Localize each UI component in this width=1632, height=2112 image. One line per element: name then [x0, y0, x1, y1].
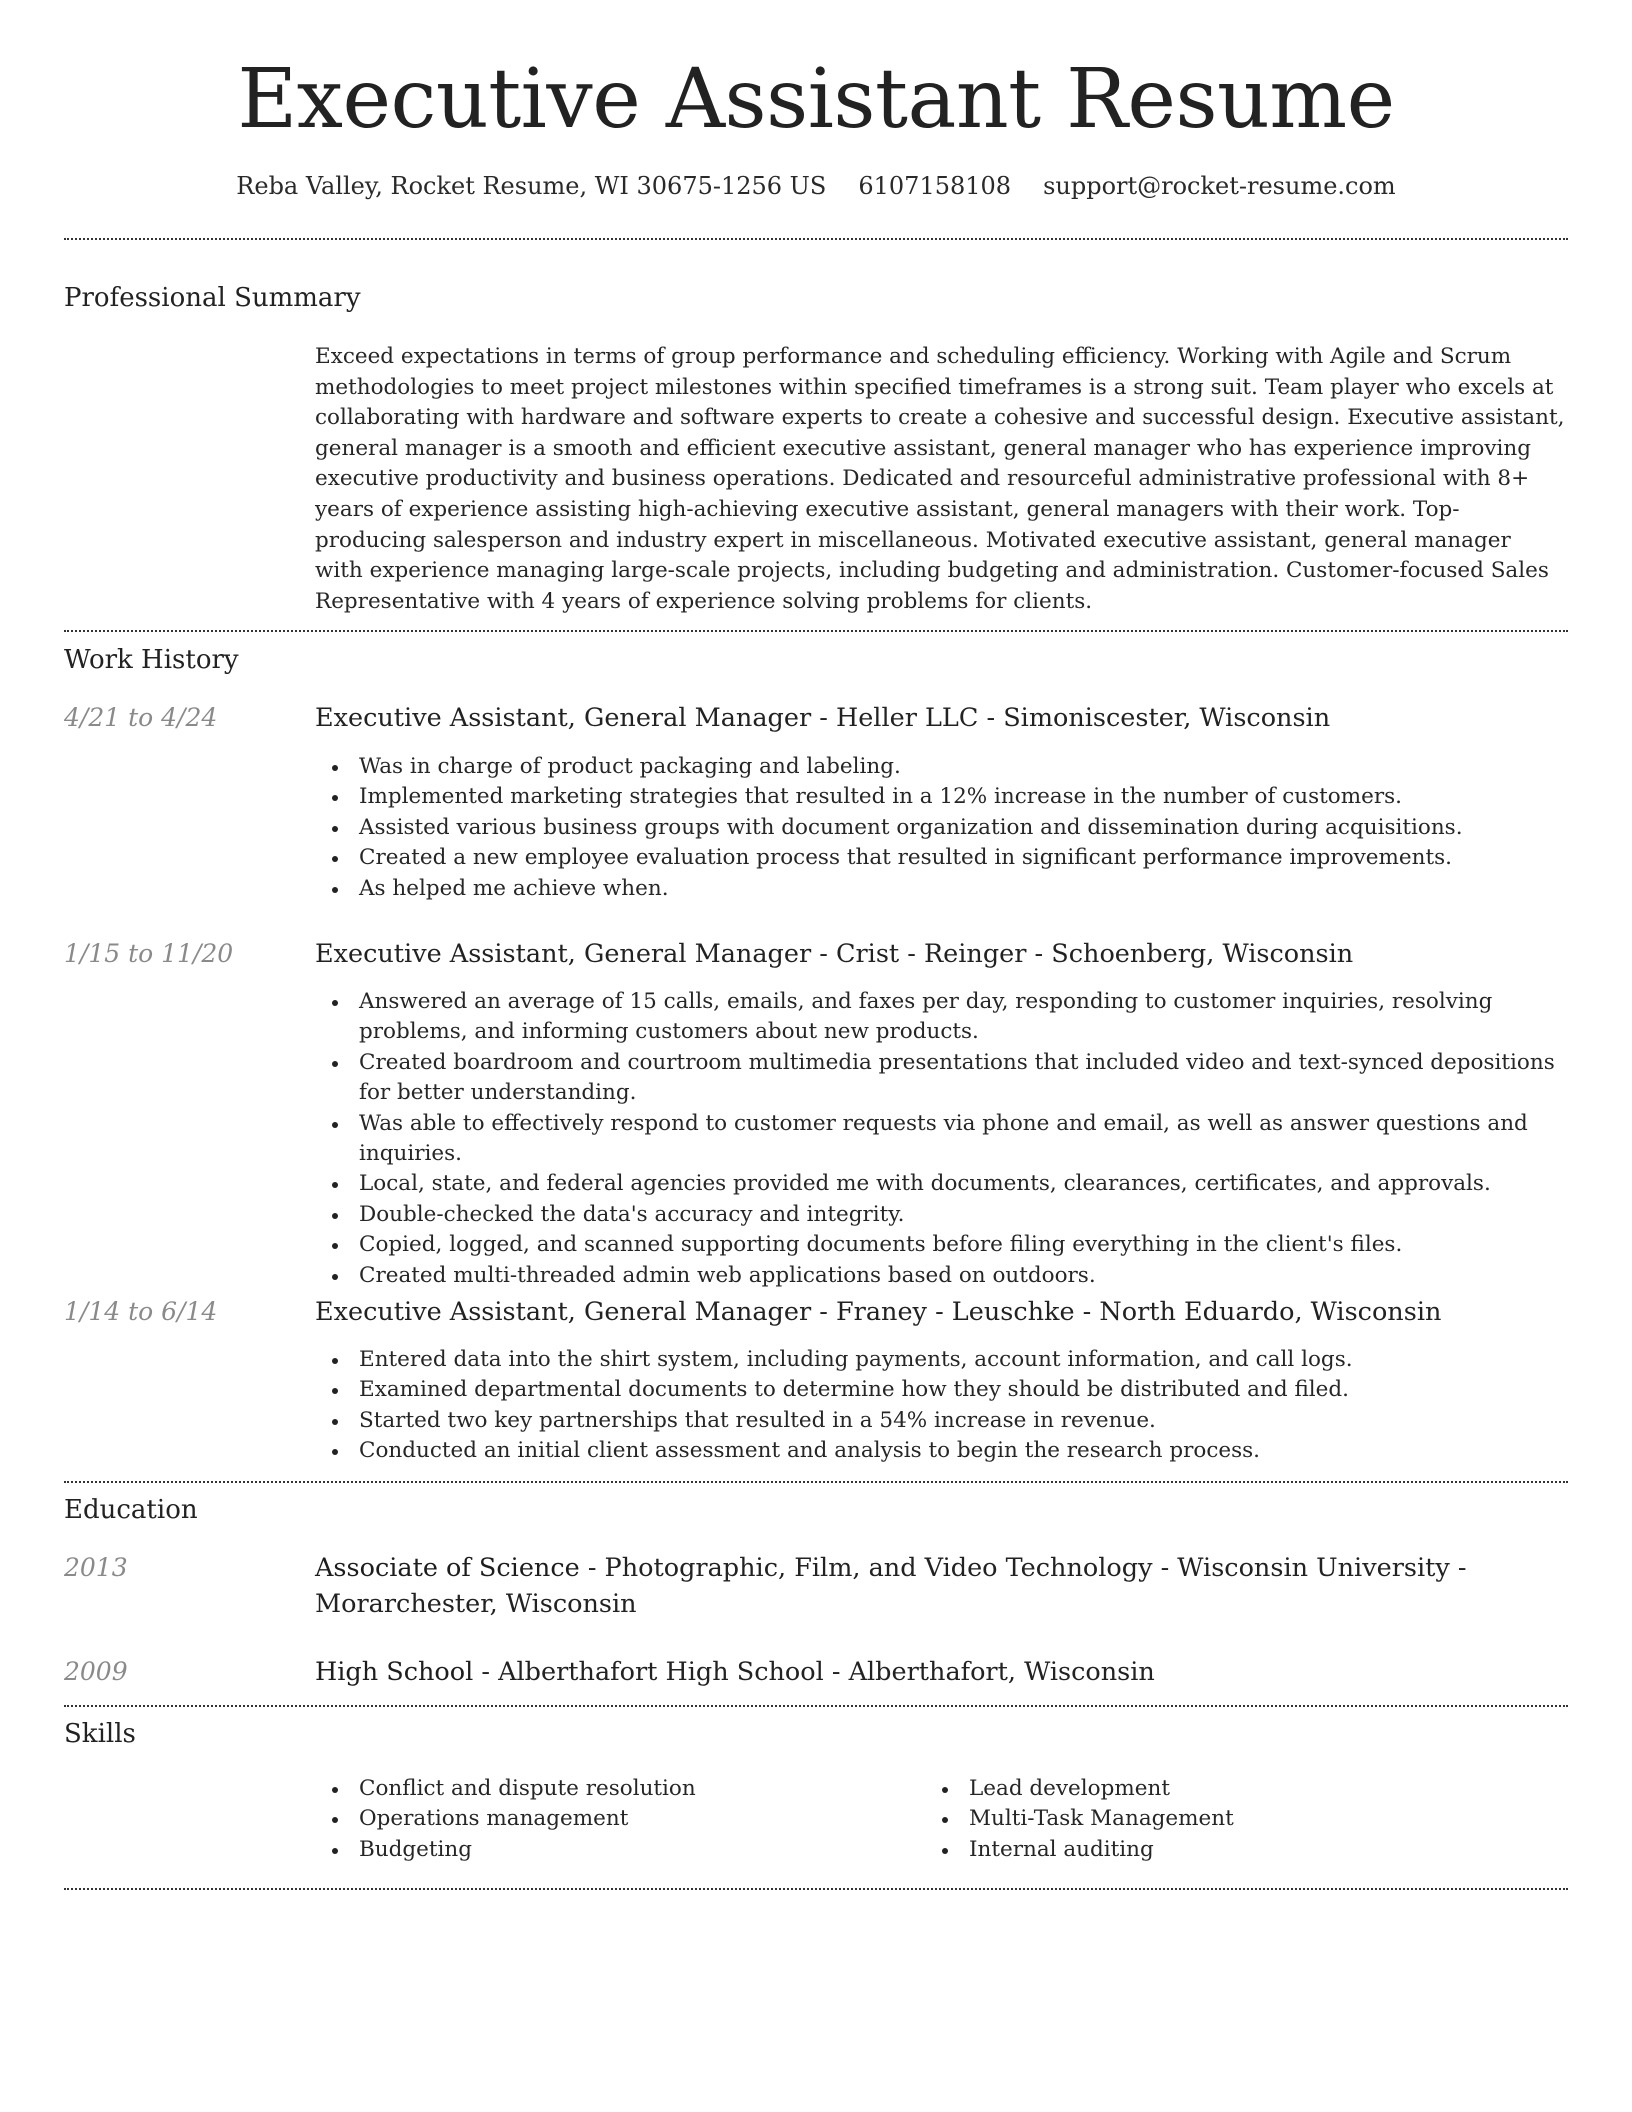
divider: [64, 1705, 1568, 1707]
job-dates: 1/15 to 11/20: [64, 939, 234, 968]
education-entry: [315, 1550, 1565, 1622]
job-bullets: [315, 752, 1565, 904]
divider: [64, 1888, 1568, 1890]
divider: [64, 630, 1568, 632]
divider: [64, 238, 1568, 240]
list-item: Created boardroom and courtroom multimedia presentations that included video and text-synced depositions for better understanding.: [315, 1048, 1565, 1109]
list-item: Implemented marketing strategies that resulted in a 12% increase in the number of customers.: [315, 782, 1565, 812]
education-year: 2009: [64, 1657, 128, 1686]
list-item: Assisted various business groups with document organization and dissemination during acquisitions.: [315, 813, 1565, 843]
skill-item: Multi-Task Management: [925, 1804, 1525, 1834]
contact-address: Reba Valley, Rocket Resume, WI 30675-1256 US: [236, 172, 827, 200]
education-details: - Photographic, Film, and Video Technology - Wisconsin University - Morarchester, Wisconsin: [315, 1553, 1467, 1619]
contact-email: support@rocket-resume.com: [1043, 172, 1396, 200]
list-item: Entered data into the shirt system, including payments, account information, and call logs.: [315, 1345, 1565, 1375]
education-details: - Alberthafort High School - Alberthafort, Wisconsin: [473, 1657, 1155, 1687]
list-item: Double-checked the data's accuracy and integrity.: [315, 1200, 1565, 1230]
contact-phone: 6107158108: [858, 172, 1012, 200]
skill-item: Conflict and dispute resolution: [315, 1774, 915, 1804]
list-item: Was in charge of product packaging and labeling.: [315, 752, 1565, 782]
job-title: Executive Assistant, General Manager - Crist - Reinger - Schoenberg, Wisconsin: [315, 939, 1354, 969]
skill-item: Lead development: [925, 1774, 1525, 1804]
list-item: Created a new employee evaluation process that resulted in significant performance improvements.: [315, 843, 1565, 873]
list-item: Was able to effectively respond to customer requests via phone and email, as well as answer questions and inquiries.: [315, 1109, 1565, 1170]
job-dates: 4/21 to 4/24: [64, 703, 218, 732]
list-item: Answered an average of 15 calls, emails, and faxes per day, responding to customer inquiries, resolving problems, and informing customers about new products.: [315, 987, 1565, 1048]
skills-list-left: [315, 1774, 915, 1865]
skill-item: Internal auditing: [925, 1835, 1525, 1865]
summary-text: Exceed expectations in terms of group performance and scheduling efficiency. Working with Agile and Scrum methodologies to meet project milestones within specified timeframes is a strong suit. Team player who excels at collaborating with hardware and software experts to create a cohesive and successful design. Executive assistant, general manager is a smooth and efficient executive assistant, general manager who has experience improving executive productivity and business operations. Dedicated and resourceful administrative professional with 8+ years of experience assisting high-achieving executive assistant, general managers with their work. Top-producing salesperson and industry expert in miscellaneous. Motivated executive assistant, general manager with experience managing large-scale projects, including budgeting and administration. Customer-focused Sales Representative with 4 years of experience solving problems for clients.: [315, 344, 1565, 614]
job-title: Executive Assistant, General Manager - Heller LLC - Simoniscester, Wisconsin: [315, 703, 1331, 733]
skill-item: Operations management: [315, 1804, 915, 1834]
education-year: 2013: [64, 1553, 128, 1582]
contact-info: [0, 172, 1632, 200]
skills-list-right: [925, 1774, 1525, 1865]
job-title: Executive Assistant, General Manager - Franey - Leuschke - North Eduardo, Wisconsin: [315, 1297, 1442, 1327]
job-bullets: [315, 987, 1565, 1291]
list-item: Conducted an initial client assessment and analysis to begin the research process.: [315, 1436, 1565, 1466]
job-bullets: [315, 1345, 1565, 1467]
education-degree: Associate of Science: [315, 1553, 580, 1583]
list-item: Examined departmental documents to determine how they should be distributed and filed.: [315, 1375, 1565, 1405]
section-heading-summary: Professional Summary: [64, 283, 361, 313]
list-item: As helped me achieve when.: [315, 874, 1565, 904]
section-heading-skills: Skills: [64, 1719, 136, 1749]
list-item: Created multi-threaded admin web applications based on outdoors.: [315, 1261, 1565, 1291]
page-title: Executive Assistant Resume: [237, 52, 1395, 147]
section-heading-work-history: Work History: [64, 645, 239, 675]
education-degree: High School: [315, 1657, 474, 1687]
list-item: Local, state, and federal agencies provided me with documents, clearances, certificates, and approvals.: [315, 1169, 1565, 1199]
list-item: Copied, logged, and scanned supporting documents before filing everything in the client's files.: [315, 1230, 1565, 1260]
job-dates: 1/14 to 6/14: [64, 1297, 218, 1326]
education-entry: [315, 1654, 1565, 1690]
divider: [64, 1481, 1568, 1483]
section-heading-education: Education: [64, 1495, 198, 1525]
list-item: Started two key partnerships that resulted in a 54% increase in revenue.: [315, 1406, 1565, 1436]
skill-item: Budgeting: [315, 1835, 915, 1865]
